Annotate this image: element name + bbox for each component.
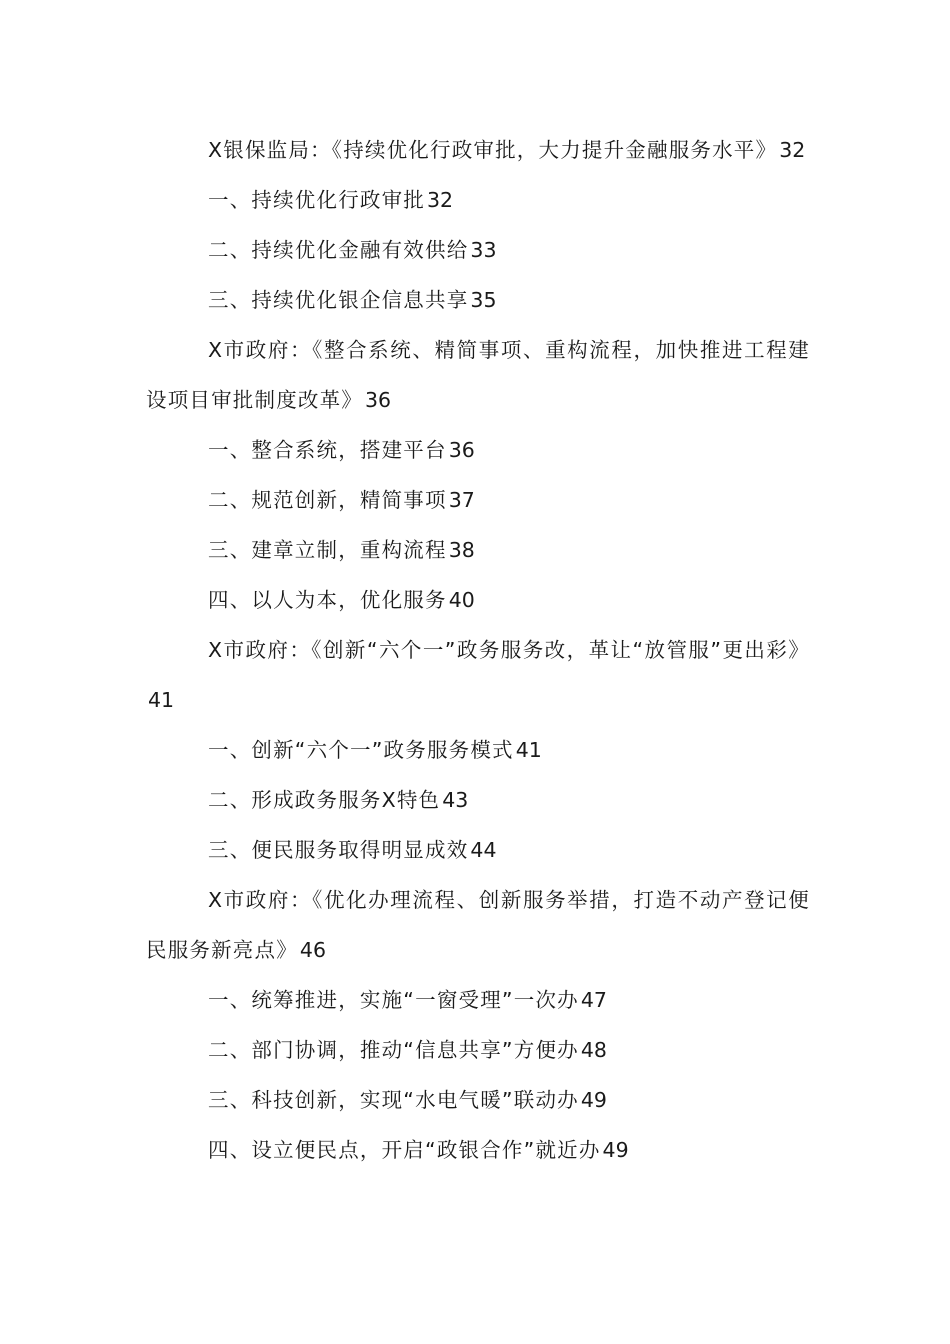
toc-entry-page-number: 43 — [442, 788, 469, 812]
toc-entry-title: 四、设立便民点，开启“政银合作”就近办 — [208, 1138, 601, 1162]
toc-item-entry[interactable] — [146, 825, 810, 875]
toc-item-entry[interactable] — [146, 175, 810, 225]
table-of-contents — [146, 125, 810, 1175]
toc-entry-page-number: 48 — [580, 1038, 607, 1062]
toc-entry-page-number: 32 — [427, 188, 454, 212]
toc-entry-page-number: 36 — [365, 388, 392, 412]
toc-item-entry[interactable] — [146, 575, 810, 625]
toc-entry-title: 二、部门协调，推动“信息共享”方便办 — [208, 1038, 579, 1062]
toc-entry-page-number: 40 — [448, 588, 475, 612]
toc-entry-title: X市政府：《优化办理流程、创新服务举措，打造不动产登记便民服务新亮点》 — [146, 888, 810, 962]
toc-entry-page-number: 35 — [470, 288, 497, 312]
toc-entry-page-number: 33 — [470, 238, 497, 262]
toc-entry-title: X市政府：《整合系统、精简事项、重构流程，加快推进工程建设项目审批制度改革》 — [146, 338, 810, 412]
toc-entry-title: 二、持续优化金融有效供给 — [208, 238, 469, 262]
toc-entry-page-number: 44 — [470, 838, 497, 862]
toc-heading-entry[interactable] — [146, 625, 810, 725]
toc-item-entry[interactable] — [146, 1125, 810, 1175]
toc-heading-entry[interactable] — [146, 875, 810, 975]
toc-entry-page-number: 32 — [779, 138, 806, 162]
toc-entry-page-number: 41 — [515, 738, 542, 762]
toc-entry-page-number: 49 — [602, 1138, 629, 1162]
toc-entry-title: 一、整合系统，搭建平台 — [208, 438, 447, 462]
toc-entry-page-number: 41 — [148, 688, 175, 712]
toc-entry-page-number: 49 — [580, 1088, 607, 1112]
toc-entry-title: 三、便民服务取得明显成效 — [208, 838, 469, 862]
toc-heading-entry[interactable] — [146, 125, 810, 175]
toc-entry-title: 三、持续优化银企信息共享 — [208, 288, 469, 312]
toc-entry-page-number: 36 — [448, 438, 475, 462]
toc-item-entry[interactable] — [146, 725, 810, 775]
toc-entry-title: 二、规范创新，精简事项 — [208, 488, 447, 512]
toc-item-entry[interactable] — [146, 775, 810, 825]
toc-entry-title: 一、创新“六个一”政务服务模式 — [208, 738, 514, 762]
toc-entry-page-number: 47 — [580, 988, 607, 1012]
toc-item-entry[interactable] — [146, 225, 810, 275]
toc-entry-title: 四、以人为本，优化服务 — [208, 588, 447, 612]
toc-item-entry[interactable] — [146, 975, 810, 1025]
toc-entry-title: 三、建章立制，重构流程 — [208, 538, 447, 562]
toc-entry-title: 一、持续优化行政审批 — [208, 188, 425, 212]
toc-entry-title: 二、形成政务服务X特色 — [208, 788, 441, 812]
toc-entry-title: 一、统筹推进，实施“一窗受理”一次办 — [208, 988, 579, 1012]
toc-entry-page-number: 46 — [299, 938, 326, 962]
toc-entry-page-number: 38 — [448, 538, 475, 562]
toc-item-entry[interactable] — [146, 1075, 810, 1125]
toc-item-entry[interactable] — [146, 425, 810, 475]
toc-entry-title: X市政府：《创新“六个一”政务服务改，革让“放管服”更出彩》 — [208, 638, 810, 662]
toc-heading-entry[interactable] — [146, 325, 810, 425]
toc-entry-title: 三、科技创新，实现“水电气暖”联动办 — [208, 1088, 579, 1112]
toc-entry-title: X银保监局：《持续优化行政审批，大力提升金融服务水平》 — [208, 138, 778, 162]
toc-item-entry[interactable] — [146, 1025, 810, 1075]
toc-item-entry[interactable] — [146, 525, 810, 575]
toc-item-entry[interactable] — [146, 475, 810, 525]
toc-entry-page-number: 37 — [448, 488, 475, 512]
toc-item-entry[interactable] — [146, 275, 810, 325]
